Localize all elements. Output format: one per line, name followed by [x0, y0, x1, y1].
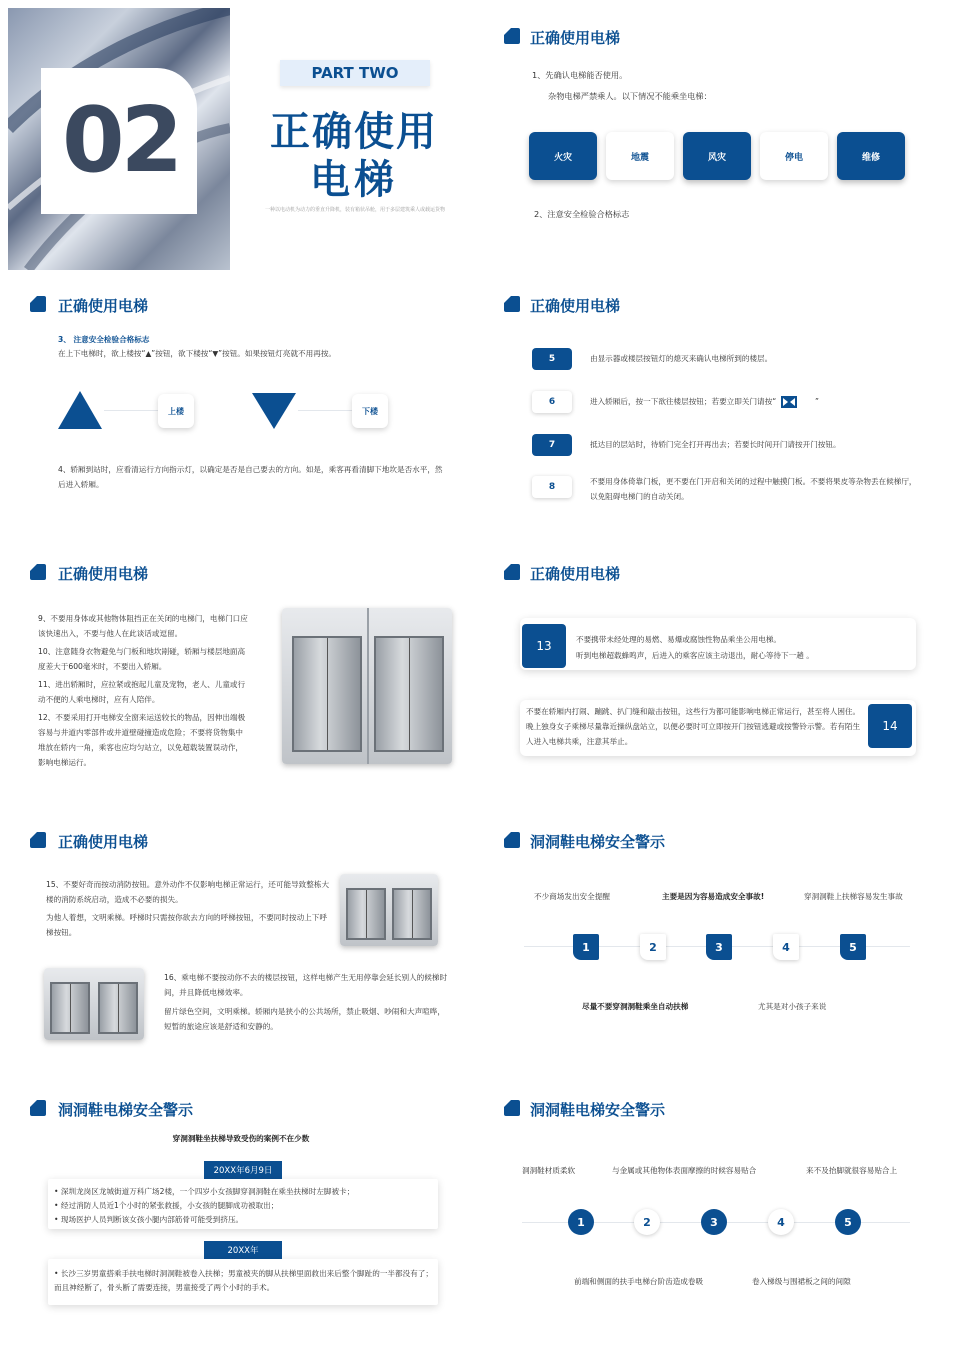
card-text: 不要在轿厢内打闹、蹦跳、扒门缝和敲击按钮，这些行为都可能影响电梯正常运行，甚至将人困住。晚上独身女子乘梯尽量靠近操纵盘站立，以便必要时可立即按开门按钮逃避或按警铃示警。若有陌生人进入电梯共乘，注意其举止。: [526, 707, 861, 746]
elevator-door: [392, 888, 432, 940]
slide-10: [486, 1080, 952, 1342]
escalator-photo: [8, 8, 230, 270]
slide-title: 正确使用电梯: [58, 297, 149, 315]
elevator-photo: [44, 968, 144, 1040]
title-icon: [30, 1100, 46, 1116]
part-label: PART TWO: [311, 64, 399, 82]
step-label: 尽量不要穿洞洞鞋乘坐自动扶梯: [582, 1002, 689, 1011]
divider: [104, 410, 160, 411]
paragraph: 12、不要采用打开电梯安全窗来运送较长的物品，因伸出端极容易与井道内零部件或井道壁碰撞造成危险；不要将货物集中堆放在轿内一角，乘客也应均匀站立，以免超载装置误动作，影响电梯运行。: [38, 713, 246, 767]
bullet: • 长沙三岁男童搭乘手扶电梯时洞洞鞋被卷入扶梯；男童被夹的脚从扶梯里面救出来后整个脚趾的一半都没有了；而且神经断了，骨头断了需要连接，男童接受了两个小时的手术。: [54, 1269, 433, 1292]
card-number: 13: [522, 624, 566, 668]
slide-8: [486, 812, 952, 1074]
title-icon: [504, 832, 520, 848]
paragraph: 10、注意随身衣物避免与门板和地坎剐碰，轿厢与楼层地面高度差大于600毫米时，不要出入轿厢。: [38, 647, 246, 671]
close-door-icon: [781, 396, 797, 408]
card-text: 不要携带未经处理的易燃、易爆或腐蚀性物品乘坐公用电梯。: [576, 635, 782, 644]
title-icon: [504, 564, 520, 580]
bullet: • 深圳龙岗区龙城街道万科广场2楼，一个四岁小女孩脚穿洞洞鞋在乘坐扶梯时左脚被卡；: [54, 1187, 355, 1196]
step-label: 前端和侧面的扶手电梯台阶齿造成卷吸: [574, 1277, 704, 1286]
bullet-text: 现场医护人员判断该女孩小腿内部筋骨可能受到挤压。: [60, 1215, 244, 1224]
text-line: 1、先确认电梯能否使用。: [532, 70, 628, 80]
cover-title-line1: 正确使用: [270, 109, 438, 155]
bullet: • 经过消防人员近1个小时的紧张救援，小女孩的腿脚成功被取出；: [54, 1201, 279, 1210]
slide-title: 正确使用电梯: [58, 833, 149, 851]
item-number: 8: [532, 476, 572, 498]
bullet-text: 长沙三岁男童搭乘手扶电梯时洞洞鞋被卷入扶梯；男童被夹的脚从扶梯里面救出来后整个脚趾的一半都没有了；而且神经断了，骨头断了需要连接，男童接受了两个小时的手术。: [54, 1269, 433, 1292]
down-triangle-icon: [252, 391, 296, 431]
step-label: 主要是因为容易造成安全事故!: [662, 892, 765, 901]
slide-title: 正确使用电梯: [58, 565, 149, 583]
elevator-photo: [282, 608, 452, 764]
section-heading: 3、 注意安全检验合格标志: [58, 335, 150, 344]
elevator-door: [346, 888, 386, 940]
elevator-door: [374, 636, 444, 752]
slide-title: 洞洞鞋电梯安全警示: [530, 833, 666, 851]
date-tag: 20XX年6月9日: [204, 1161, 282, 1179]
slide-cover: [8, 8, 474, 270]
elevator-door: [292, 636, 362, 752]
step-4: 4: [768, 1209, 794, 1235]
slide-title: 正确使用电梯: [530, 565, 621, 583]
box-maintenance: 维修: [837, 132, 905, 180]
title-icon: [30, 564, 46, 580]
step-label: 卷入梯级与围裙板之间的间隙: [752, 1277, 851, 1286]
bullet-text: 经过消防人员近1个小时的紧张救援，小女孩的腿脚成功被取出；: [60, 1201, 279, 1210]
slide-5: [8, 544, 474, 806]
slide-9: [8, 1080, 474, 1342]
item-text-part: 进入轿厢后，按一下欲往楼层按钮；若要立即关门请按“: [590, 397, 777, 406]
up-triangle-icon: [58, 391, 102, 431]
cover-title-line2: 电梯: [310, 157, 398, 203]
elevator-door: [98, 982, 138, 1034]
step-1: 1: [573, 934, 599, 960]
section-heading: 穿洞洞鞋坐扶梯导致受伤的案例不在少数: [172, 1134, 310, 1143]
paragraph: 11、进出轿厢时，应拉紧或抱起儿童及宠物，老人、儿童或行动不便的人乘电梯时，应有人陪伴。: [38, 680, 246, 704]
step-1: 1: [568, 1209, 594, 1235]
down-label: 下楼: [352, 394, 388, 428]
slide-3: [8, 276, 474, 538]
step-label: 洞洞鞋材质柔软: [522, 1166, 576, 1175]
slide-6: [486, 544, 952, 806]
elevator-door: [50, 982, 90, 1034]
paragraph: 16、乘电梯不要按动你不去的楼层按钮，这样电梯产生无用停靠会延长别人的候梯时间，并且降低电梯效率。: [164, 973, 448, 997]
item-number: 7: [532, 434, 572, 456]
item-text: 由显示器或楼层按钮灯的熄灭来确认电梯所到的楼层。: [590, 354, 773, 363]
step-4: 4: [773, 934, 799, 960]
paragraph: 为他人着想，文明乘梯。呼梯时只需按你欲去方向的呼梯按钮，不要同时按动上下呼梯按钮。: [46, 913, 327, 937]
slide-title: 正确使用电梯: [530, 29, 621, 47]
step-label: 不少商场发出安全提醒: [534, 892, 610, 901]
box-earthquake: 地震: [606, 132, 674, 180]
item-number: 5: [532, 348, 572, 370]
slide-title: 洞洞鞋电梯安全警示: [58, 1101, 194, 1119]
title-icon: [504, 296, 520, 312]
text-line: 杂物电梯严禁乘人。以下情况不能乘坐电梯：: [548, 91, 712, 101]
text-line: 2、注意安全检验合格标志: [534, 209, 630, 219]
divider: [367, 608, 369, 764]
step-label: 与金属或其他物体表面摩擦的时候容易贴合: [612, 1166, 757, 1175]
step-label: 尤其是对小孩子来说: [758, 1002, 827, 1011]
slide-title: 洞洞鞋电梯安全警示: [530, 1101, 666, 1119]
card-text: 听到电梯超载蜂鸣声，后进入的乘客应该主动退出，耐心等待下一趟 。: [576, 651, 814, 660]
big-number: 02: [62, 88, 180, 193]
cover-subtitle: 一种以电动机为动力的垂直升降机，装有箱状吊舱，用于多层建筑乘人或载运货物: [264, 207, 445, 213]
slide-4: [486, 276, 952, 538]
item-text: 不要用身体倚靠门板，更不要在门开启和关闭的过程中触摸门板。不要将果皮等杂物丢在候梯厅，以免阻碍电梯门的自动关闭。: [590, 477, 917, 501]
box-fire: 火灾: [529, 132, 597, 180]
title-icon: [30, 832, 46, 848]
box-power: 停电: [760, 132, 828, 180]
slide-title: 正确使用电梯: [530, 297, 621, 315]
step-3: 3: [701, 1209, 727, 1235]
step-3: 3: [706, 934, 732, 960]
bullet-text: 深圳龙岗区龙城街道万科广场2楼，一个四岁小女孩脚穿洞洞鞋在乘坐扶梯时左脚被卡；: [60, 1187, 355, 1196]
divider: [298, 410, 354, 411]
slide-2: [486, 8, 952, 270]
step-label: 穿洞洞鞋上扶梯容易发生事故: [804, 892, 903, 901]
box-wind: 风灾: [683, 132, 751, 180]
bullet: • 现场医护人员判断该女孩小腿内部筋骨可能受到挤压。: [54, 1215, 244, 1224]
date-tag: 20XX年: [204, 1241, 282, 1259]
item-text-part: ”: [815, 397, 819, 406]
slide-7: [8, 812, 474, 1074]
step-5: 5: [840, 934, 866, 960]
step-2: 2: [634, 1209, 660, 1235]
step-label: 来不及抬脚就很容易贴合上: [806, 1166, 898, 1175]
text-line: 4、轿厢到站时，应看清运行方向指示灯，以确定是否是自己要去的方向。如是，乘客再看清脚下地坎是否水平，然后进入轿厢。: [58, 465, 443, 489]
elevator-photo: [340, 874, 438, 946]
paragraph: 15、不要好奇而按动消防按钮。意外动作不仅影响电梯正常运行，还可能导致整栋大楼的消防系统启动，造成不必要的损失。: [46, 880, 330, 904]
title-icon: [504, 1100, 520, 1116]
step-5: 5: [835, 1209, 861, 1235]
item-number: 6: [532, 391, 572, 413]
step-2: 2: [640, 934, 666, 960]
title-icon: [30, 296, 46, 312]
item-text: 抵达目的层站时，待轿门完全打开再出去；若要长时间开门请按开门按钮。: [590, 440, 841, 449]
item-text: [590, 394, 940, 409]
up-label: 上楼: [158, 394, 194, 428]
text-line: 在上下电梯时，欲上楼按“▲”按钮，欲下楼按“▼”按钮。如果按钮灯亮就不用再按。: [58, 349, 337, 358]
card-number: 14: [868, 704, 912, 748]
paragraph: 9、不要用身体或其他物体阻挡正在关闭的电梯门，电梯门口应该快速出入，不要与他人在此谈话或逗留。: [38, 614, 248, 638]
title-icon: [504, 28, 520, 44]
paragraph: 留片绿色空间，文明乘梯。轿厢内是狭小的公共场所，禁止吸烟、吵闹和大声喧哗，短暂的旅途应该是舒适和安静的。: [164, 1007, 445, 1031]
